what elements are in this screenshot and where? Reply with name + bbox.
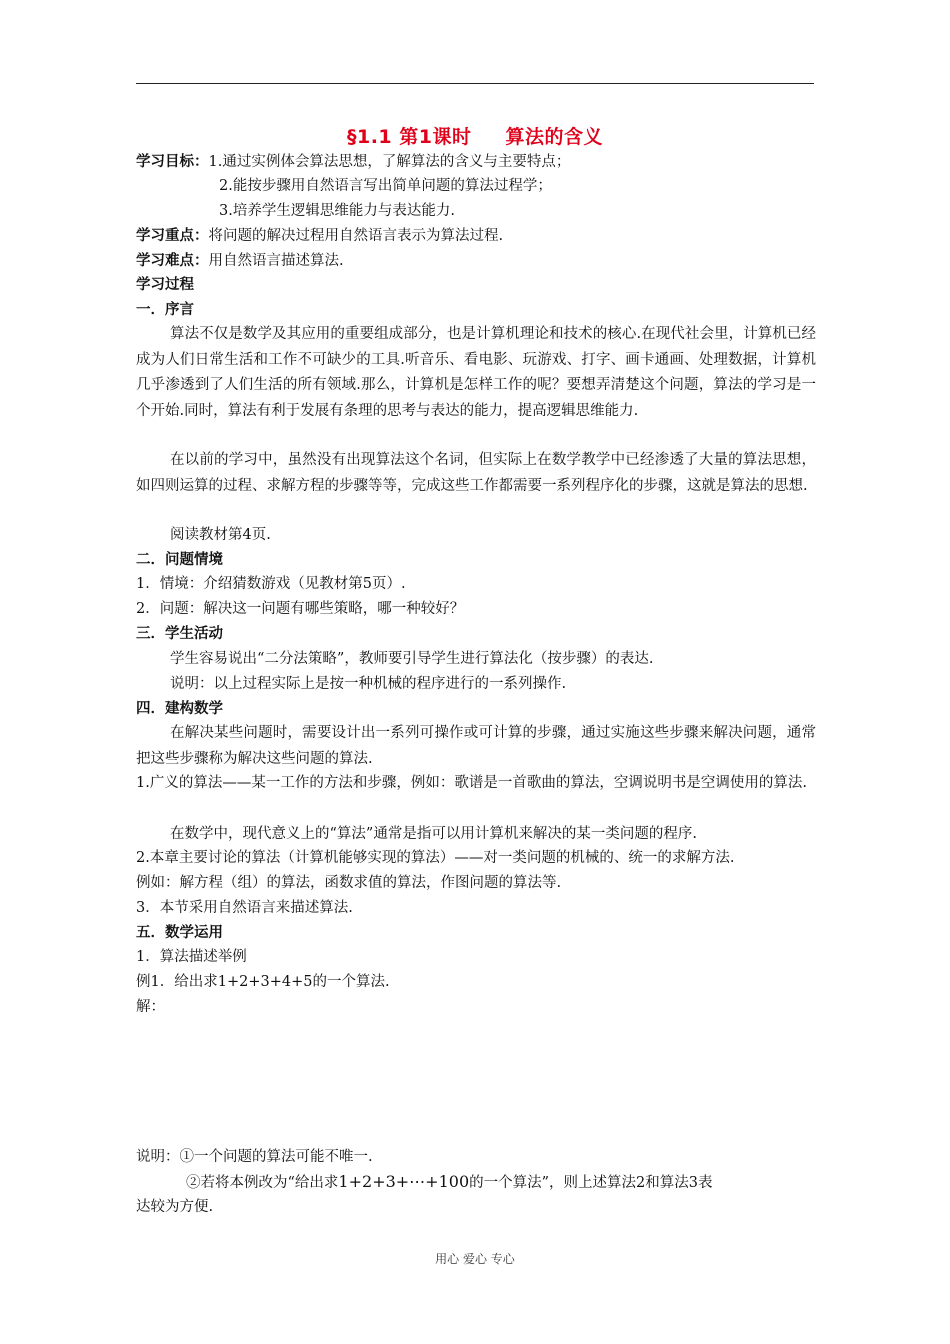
key-label: 学习重点：	[136, 228, 209, 244]
text-line: 例如：解方程（组）的算法，函数求值的算法，作图问题的算法等.	[136, 875, 562, 891]
page-title	[0, 122, 950, 149]
reading-note: 阅读教材第4页.	[170, 527, 271, 543]
text-line: 3．本节采用自然语言来描述算法.	[136, 900, 353, 916]
difficulty-line	[136, 249, 344, 273]
goals-line-1	[136, 150, 570, 174]
text-line: 学生容易说出“二分法策略”，教师要引导学生进行算法化（按步骤）的表达.	[170, 651, 654, 667]
note-line: 说明：①一个问题的算法可能不唯一.	[136, 1149, 373, 1165]
math-expression: 1+2+3+⋯+100	[338, 1172, 470, 1191]
key-text: 将问题的解决过程用自然语言表示为算法过程.	[208, 228, 504, 244]
section-heading: 一．序言	[136, 302, 194, 318]
title-number: §1.1 第1课时	[346, 126, 472, 148]
text-line: 2．问题：解决这一问题有哪些策略，哪一种较好？	[136, 601, 465, 617]
note-pre: ②若将本例改为“给出求	[186, 1175, 339, 1191]
goals-label: 学习目标：	[136, 154, 209, 170]
paragraph: 在解决某些问题时，需要设计出一系列可操作或可计算的步骤，通过实施这些步骤来解决问题，通常把这些步骤称为解决这些问题的算法.	[136, 725, 816, 767]
goal-item: 2.能按步骤用自然语言写出简单问题的算法过程学；	[219, 178, 552, 194]
text-line: 1．情境：介绍猜数游戏（见教材第5页）.	[136, 576, 406, 592]
solution-label: 解：	[136, 999, 165, 1015]
title-text: 算法的含义	[505, 126, 603, 148]
goal-item: 1.通过实例体会算法思想，了解算法的含义与主要特点；	[208, 154, 571, 170]
difficulty-label: 学习难点：	[136, 253, 209, 269]
note-post: 的一个算法”，则上述算法2和算法3表	[469, 1175, 713, 1191]
section-heading: 二．问题情境	[136, 552, 223, 568]
header-rule	[136, 83, 814, 84]
paragraph: 在以前的学习中，虽然没有出现算法这个名词，但实际上在数学教学中已经渗透了大量的算法思想，如四则运算的过程、求解方程的步骤等等，完成这些工作都需要一系列程序化的步骤，这就是算法的思想.	[136, 452, 816, 494]
goal-item: 3.培养学生逻辑思维能力与表达能力.	[219, 203, 455, 219]
example-line: 例1．给出求1+2+3+4+5的一个算法.	[136, 974, 390, 990]
page-footer: 用心 爱心 专心	[435, 1252, 515, 1266]
section-heading: 三．学生活动	[136, 626, 223, 642]
text-line: 在数学中，现代意义上的“算法”通常是指可以用计算机来解决的某一类问题的程序.	[170, 826, 697, 842]
process-heading: 学习过程	[136, 277, 194, 293]
difficulty-text: 用自然语言描述算法.	[208, 253, 344, 269]
section-heading: 四．建构数学	[136, 701, 223, 717]
key-point-line	[136, 224, 503, 248]
text-line: 1．算法描述举例	[136, 949, 247, 965]
paragraph: 算法不仅是数学及其应用的重要组成部分，也是计算机理论和技术的核心.在现代社会里，计算机已经成为人们日常生活和工作不可缺少的工具.听音乐、看电影、玩游戏、打字、画卡通画、处理数据，计算机几乎渗透到了人们生活的所有领域.那么，计算机是怎样工作的呢？要想弄清楚这个问题，算法的学习是一个开始.同时，算法有利于发展有条理的思考与表达的能力，提高逻辑思维能力.	[136, 326, 816, 419]
section-heading: 五．数学运用	[136, 925, 223, 941]
text-line: 2.本章主要讨论的算法（计算机能够实现的算法）——对一类问题的机械的、统一的求解方法.	[136, 850, 735, 866]
text-line: 说明：以上过程实际上是按一种机械的程序进行的一系列操作.	[170, 676, 567, 692]
note-line: 达较为方便.	[136, 1199, 214, 1215]
paragraph: 1.广义的算法——某一工作的方法和步骤，例如：歌谱是一首歌曲的算法，空调说明书是空调使用的算法.	[136, 775, 807, 791]
note-line	[186, 1170, 713, 1195]
